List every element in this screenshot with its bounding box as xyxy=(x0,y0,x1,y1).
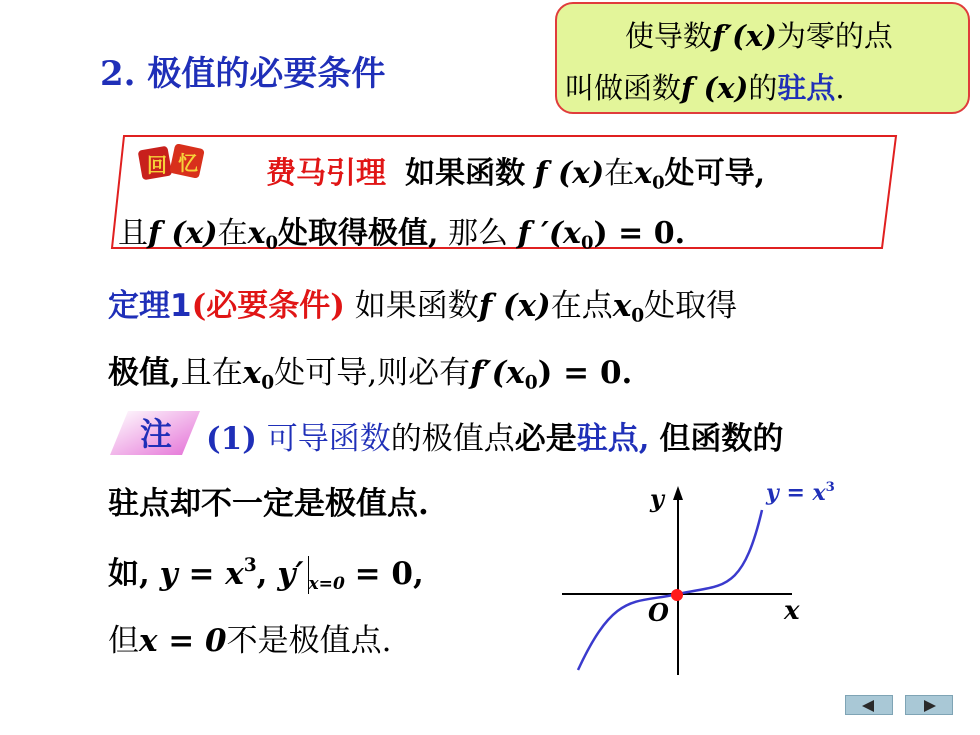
fermat-formula: ) = 0. xyxy=(593,216,686,251)
example-line-1 xyxy=(108,548,424,594)
fermat-formula: f (x) xyxy=(534,156,605,191)
theorem-formula: x xyxy=(242,355,262,391)
callout-text: . xyxy=(835,71,845,105)
theorem-paren: ( xyxy=(191,288,207,324)
callout-line-1 xyxy=(625,14,893,55)
fermat-line-1 xyxy=(266,148,765,193)
fermat-text: 处取得极值, xyxy=(278,216,439,251)
left-arrow-icon xyxy=(862,700,874,712)
callout-formula: f′(x) xyxy=(712,19,777,53)
example-text: , xyxy=(256,556,268,592)
callout-line-2 xyxy=(565,66,845,107)
note-text: 必是 xyxy=(514,421,577,457)
note-text: , xyxy=(638,421,650,457)
fermat-lemma-name: 费马引理 xyxy=(266,156,386,191)
fermat-text: 且 xyxy=(118,216,148,251)
example-line-2 xyxy=(108,615,391,660)
theorem-line-1 xyxy=(108,280,737,327)
theorem-formula: x xyxy=(612,288,632,324)
example-text: 但 xyxy=(108,623,139,659)
fermat-lemma-box xyxy=(110,128,900,256)
fermat-subscript: 0 xyxy=(265,232,279,254)
note-number: (1) xyxy=(206,421,257,457)
theorem-subscript: 0 xyxy=(524,372,538,394)
recall-icon xyxy=(138,144,206,184)
theorem-formula: f′(x xyxy=(470,355,525,391)
note-line-1 xyxy=(206,413,783,458)
theorem-paren: ) xyxy=(330,288,345,324)
theorem-formula: f (x) xyxy=(478,288,551,324)
callout-text: 使导数 xyxy=(625,19,713,53)
fermat-text: 在 xyxy=(217,216,248,251)
section-title: 2. 极值的必要条件 xyxy=(100,54,386,94)
callout-text: 的 xyxy=(748,71,778,105)
fermat-subscript: 0 xyxy=(580,232,594,254)
theorem-line-2 xyxy=(108,347,632,394)
origin-label: O xyxy=(648,598,669,627)
note-term: 可导函数 xyxy=(266,421,391,457)
example-formula: = 0, xyxy=(354,556,424,592)
stationary-point-marker xyxy=(671,589,683,601)
callout-text: 叫做函数 xyxy=(565,71,682,105)
svg-text:忆: 忆 xyxy=(178,151,198,175)
fermat-formula: x xyxy=(634,156,653,191)
note-badge-label: 注 xyxy=(140,415,173,453)
fermat-formula: x xyxy=(247,216,266,251)
cubic-curve xyxy=(578,510,762,670)
example-text: 不是极值点. xyxy=(226,623,392,659)
example-formula: y′ xyxy=(277,556,304,592)
y-axis-label: y xyxy=(650,484,664,513)
fermat-formula: f ′(x xyxy=(517,216,581,251)
prev-slide-button[interactable] xyxy=(845,695,893,715)
theorem-text: 在点 xyxy=(550,288,613,324)
note-term: 驻点 xyxy=(576,421,639,457)
theorem-formula: ) = 0. xyxy=(537,355,633,391)
fermat-subscript: 0 xyxy=(652,172,665,194)
fermat-text: 处可导, xyxy=(664,156,766,191)
fermat-formula: f (x) xyxy=(148,216,218,251)
right-arrow-icon xyxy=(924,700,936,712)
stationary-point-callout xyxy=(555,2,970,114)
example-formula: x = 0 xyxy=(139,623,227,659)
callout-text: 为零的点 xyxy=(776,19,893,53)
example-text: 如, xyxy=(108,556,150,592)
next-slide-button[interactable] xyxy=(905,695,953,715)
stationary-point-term: 驻点 xyxy=(777,71,836,105)
curve-label-text: y = x xyxy=(766,480,826,507)
x-axis-label: x xyxy=(784,596,800,626)
example-formula: y = x xyxy=(159,556,244,592)
theorem-text: 且在 xyxy=(180,355,243,391)
note-text: 但函数的 xyxy=(659,421,784,457)
theorem-subscript: 0 xyxy=(631,305,645,327)
example-subscript: x=0 xyxy=(308,574,345,595)
note-text: 的极值点 xyxy=(390,421,515,457)
theorem-label: 定理1 xyxy=(108,288,192,324)
theorem-text: 极值, xyxy=(108,355,181,391)
fermat-line-2 xyxy=(118,208,685,253)
theorem-text: 处取得 xyxy=(644,288,738,324)
callout-formula: f (x) xyxy=(681,71,749,105)
svg-text:回: 回 xyxy=(147,153,167,177)
theorem-text: 如果函数 xyxy=(354,288,479,324)
theorem-text: 处可导,则必有 xyxy=(274,355,471,391)
theorem-name: 必要条件 xyxy=(206,288,331,324)
curve-label-exponent: 3 xyxy=(825,480,835,495)
fermat-text: 那么 xyxy=(448,216,509,251)
fermat-text: 如果函数 xyxy=(405,156,526,191)
y-axis-arrow xyxy=(673,486,683,500)
note-badge xyxy=(110,405,200,457)
curve-label xyxy=(766,480,835,506)
fermat-text: 在 xyxy=(604,156,635,191)
note-line-2: 驻点却不一定是极值点. xyxy=(108,486,429,522)
cubic-graph xyxy=(560,470,860,680)
theorem-subscript: 0 xyxy=(261,372,275,394)
example-superscript: 3 xyxy=(243,554,257,576)
